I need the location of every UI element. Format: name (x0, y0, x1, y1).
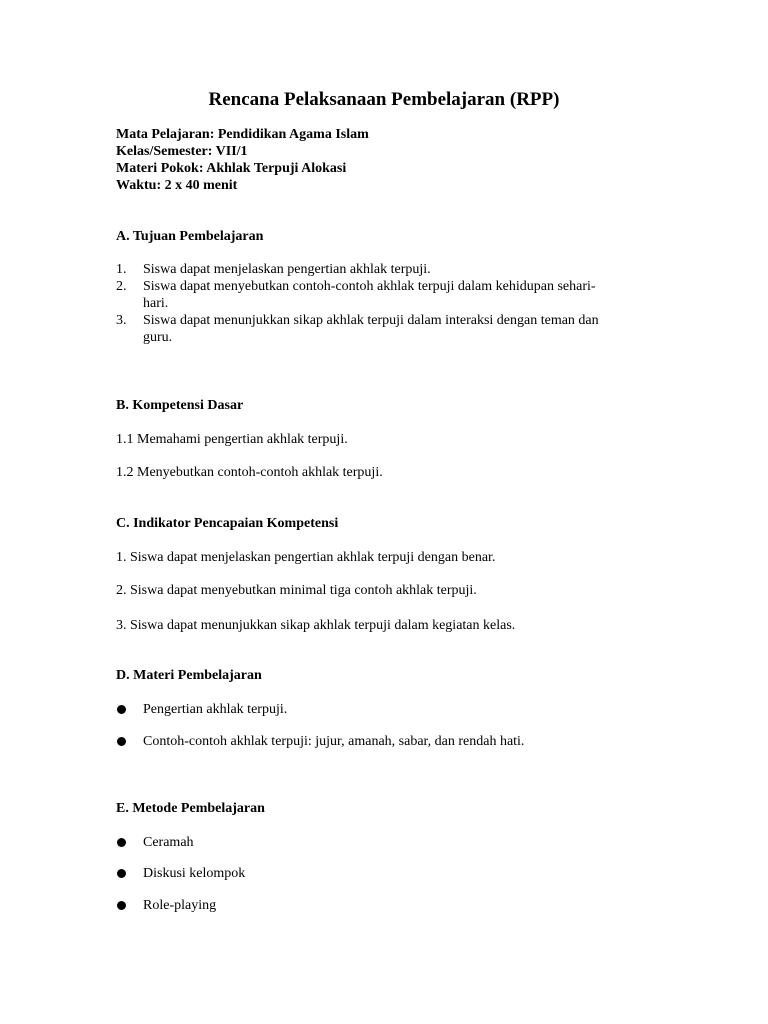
indicator-item: 3. Siswa dapat menunjukkan sikap akhlak terpuji dalam kegiatan kelas. (116, 618, 516, 633)
header-line-time: Waktu: 2 x 40 menit (116, 178, 238, 193)
method-item: Diskusi kelompok (143, 866, 246, 881)
section-heading-b: B. Kompetensi Dasar (116, 398, 244, 413)
indicator-item: 1. Siswa dapat menjelaskan pengertian akhlak terpuji dengan benar. (116, 550, 496, 565)
bullet-icon (117, 737, 126, 746)
competency-item: 1.1 Memahami pengertian akhlak terpuji. (116, 432, 348, 447)
list-item-number: 3. (116, 313, 127, 328)
list-item-text: Siswa dapat menyebutkan contoh-contoh akhlak terpuji dalam kehidupan sehari- (143, 279, 596, 294)
section-heading-a: A. Tujuan Pembelajaran (116, 229, 264, 244)
method-item: Ceramah (143, 835, 194, 850)
bullet-icon (117, 869, 126, 878)
list-item-number: 1. (116, 262, 127, 277)
list-item-text: Siswa dapat menjelaskan pengertian akhlak terpuji. (143, 262, 431, 277)
bullet-icon (117, 838, 126, 847)
page-title: Rencana Pelaksanaan Pembelajaran (RPP) (208, 89, 560, 110)
header-line-topic: Materi Pokok: Akhlak Terpuji Alokasi (116, 161, 347, 176)
section-heading-d: D. Materi Pembelajaran (116, 668, 262, 683)
bullet-icon (117, 901, 126, 910)
bullet-icon (117, 705, 126, 714)
header-line-subject: Mata Pelajaran: Pendidikan Agama Islam (116, 127, 369, 142)
section-heading-c: C. Indikator Pencapaian Kompetensi (116, 516, 339, 531)
list-item-text-continued: guru. (143, 330, 173, 345)
list-item-number: 2. (116, 279, 127, 294)
method-item: Role-playing (143, 898, 217, 913)
competency-item: 1.2 Menyebutkan contoh-contoh akhlak terpuji. (116, 465, 383, 480)
list-item-text-continued: hari. (143, 296, 169, 311)
list-item-text: Siswa dapat menunjukkan sikap akhlak terpuji dalam interaksi dengan teman dan (143, 313, 599, 328)
header-line-class: Kelas/Semester: VII/1 (116, 144, 248, 159)
indicator-item: 2. Siswa dapat menyebutkan minimal tiga contoh akhlak terpuji. (116, 583, 477, 598)
section-heading-e: E. Metode Pembelajaran (116, 801, 265, 816)
material-item: Contoh-contoh akhlak terpuji: jujur, amanah, sabar, dan rendah hati. (143, 734, 525, 749)
material-item: Pengertian akhlak terpuji. (143, 702, 288, 717)
